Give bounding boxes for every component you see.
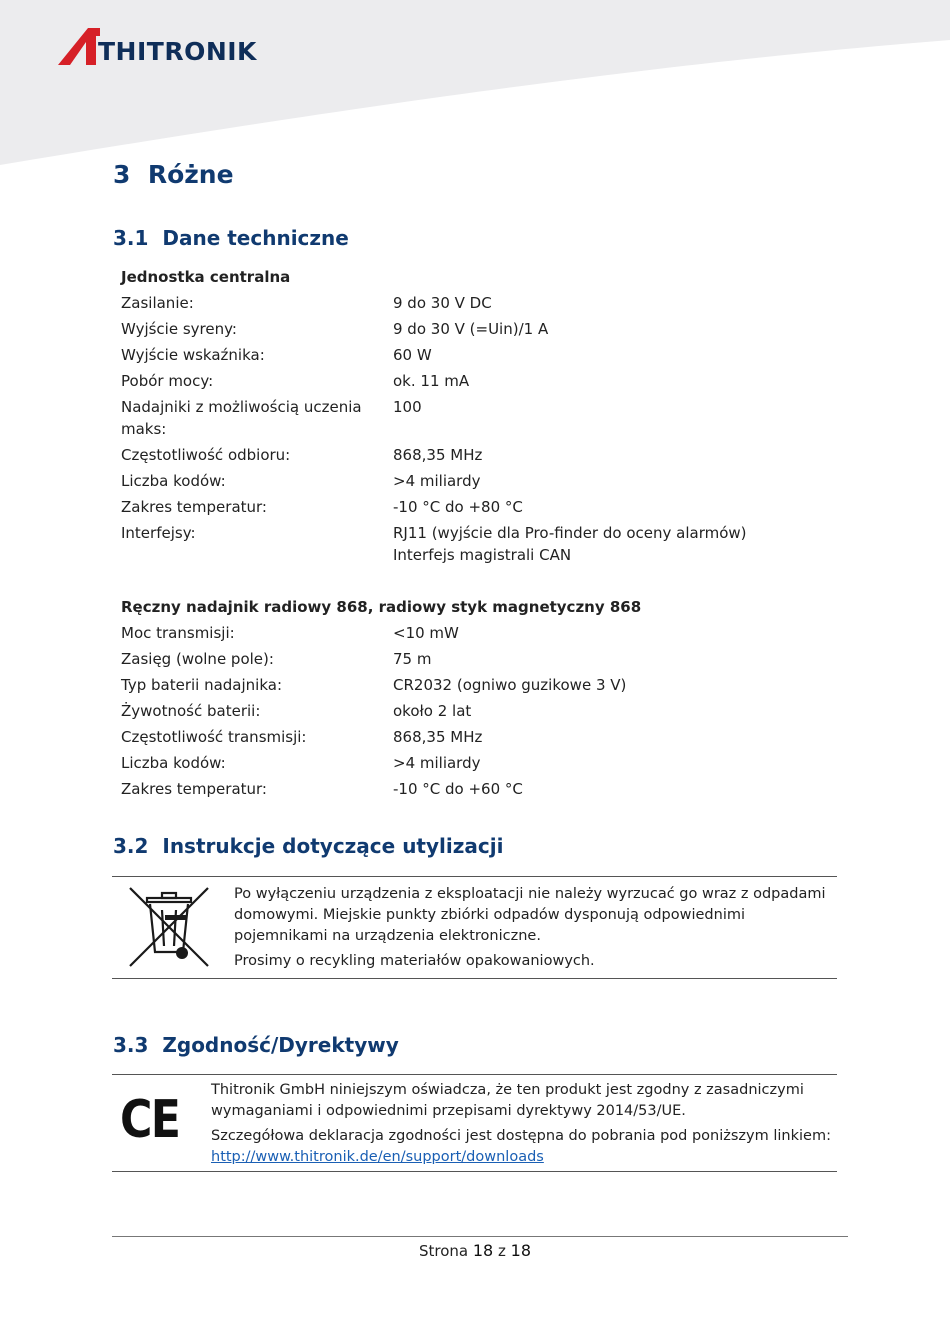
spec-row bbox=[121, 750, 821, 776]
spec-value: 9 do 30 V (=Uin)/1 A bbox=[393, 320, 549, 338]
footer-page-number: 18 bbox=[472, 1241, 494, 1260]
spec-row bbox=[121, 672, 821, 698]
spec-row bbox=[121, 776, 821, 802]
spec-value: -10 °C do +60 °C bbox=[393, 780, 523, 798]
logo-mark-icon bbox=[58, 28, 100, 66]
subsection-title: Zgodność/Dyrektywy bbox=[162, 1033, 399, 1057]
spec-key: Częstotliwość odbioru: bbox=[121, 446, 291, 464]
spec-row bbox=[121, 442, 821, 468]
spec-row bbox=[121, 290, 821, 316]
spec-group-central-unit bbox=[121, 264, 821, 568]
brand-logo bbox=[58, 26, 257, 66]
footer-page-total: 18 bbox=[510, 1241, 532, 1260]
subsection-number: 3.1 bbox=[113, 226, 149, 250]
spec-value: 868,35 MHz bbox=[393, 446, 483, 464]
spec-key: Wyjście wskaźnika: bbox=[121, 346, 265, 364]
recycling-paragraph: Prosimy o recykling materiałów opakowaniowych. bbox=[234, 953, 595, 969]
subsection-title: Dane techniczne bbox=[162, 226, 349, 250]
spec-row bbox=[121, 646, 821, 672]
spec-value: 9 do 30 V DC bbox=[393, 294, 492, 312]
spec-row bbox=[121, 698, 821, 724]
ce-mark-icon: CE bbox=[120, 1090, 180, 1150]
logo-wordmark: THITRONIK bbox=[98, 37, 257, 66]
disposal-text bbox=[234, 884, 834, 976]
spec-key: Zakres temperatur: bbox=[121, 780, 267, 798]
disposal-paragraph: Po wyłączeniu urządzenia z eksploatacji nie należy wyrzucać go wraz z odpadami domowymi. Miejskie punkty zbiórki odpadów dysponują odpowiednimi pojemnikami na urządzenia elektroniczne. bbox=[234, 886, 826, 944]
subsection-number: 3.2 bbox=[113, 834, 149, 858]
spec-key: Pobór mocy: bbox=[121, 372, 214, 390]
footer-separator: z bbox=[498, 1242, 506, 1260]
divider bbox=[112, 876, 837, 877]
conformity-text bbox=[211, 1080, 836, 1168]
section-heading bbox=[113, 160, 234, 189]
spec-key: Zasięg (wolne pole): bbox=[121, 650, 274, 668]
footer-prefix: Strona bbox=[418, 1242, 469, 1260]
spec-key: Interfejsy: bbox=[121, 524, 196, 542]
spec-key: Liczba kodów: bbox=[121, 754, 226, 772]
spec-key: Moc transmisji: bbox=[121, 624, 235, 642]
spec-value: 868,35 MHz bbox=[393, 728, 483, 746]
spec-row bbox=[121, 316, 821, 342]
spec-row bbox=[121, 368, 821, 394]
divider bbox=[112, 1074, 837, 1075]
spec-group-title: Ręczny nadajnik radiowy 868, radiowy styk magnetyczny 868 bbox=[121, 598, 642, 616]
divider bbox=[112, 978, 837, 979]
spec-value: >4 miliardy bbox=[393, 472, 481, 490]
spec-row bbox=[121, 724, 821, 750]
subsection-heading-technical-data bbox=[113, 226, 349, 250]
downloads-link[interactable]: http://www.thitronik.de/en/support/downloads bbox=[211, 1149, 544, 1165]
spec-value: CR2032 (ogniwo guzikowe 3 V) bbox=[393, 676, 627, 694]
spec-value: 75 m bbox=[393, 650, 432, 668]
subsection-heading-conformity bbox=[113, 1033, 399, 1057]
section-title: Różne bbox=[147, 160, 234, 189]
spec-value: około 2 lat bbox=[393, 702, 472, 720]
section-number: 3 bbox=[113, 160, 131, 189]
spec-key: Zasilanie: bbox=[121, 294, 194, 312]
spec-value: 60 W bbox=[393, 346, 432, 364]
spec-row bbox=[121, 520, 821, 568]
spec-value: RJ11 (wyjście dla Pro-finder do oceny alarmów) Interfejs magistrali CAN bbox=[393, 524, 747, 564]
spec-group-handheld-transmitter bbox=[121, 594, 821, 802]
spec-key: Nadajniki z możliwością uczenia maks: bbox=[121, 398, 362, 438]
spec-key: Zakres temperatur: bbox=[121, 498, 267, 516]
spec-value: 100 bbox=[393, 398, 422, 416]
subsection-number: 3.3 bbox=[113, 1033, 149, 1057]
spec-key: Częstotliwość transmisji: bbox=[121, 728, 307, 746]
page-footer bbox=[0, 1241, 950, 1260]
spec-row bbox=[121, 342, 821, 368]
subsection-title: Instrukcje dotyczące utylizacji bbox=[162, 834, 504, 858]
divider bbox=[112, 1171, 837, 1172]
spec-key: Żywotność baterii: bbox=[121, 702, 261, 720]
spec-key: Typ baterii nadajnika: bbox=[121, 676, 283, 694]
spec-key: Liczba kodów: bbox=[121, 472, 226, 490]
spec-key: Wyjście syreny: bbox=[121, 320, 237, 338]
footer-divider bbox=[112, 1236, 848, 1237]
spec-row bbox=[121, 620, 821, 646]
subsection-heading-disposal bbox=[113, 834, 503, 858]
spec-value: -10 °C do +80 °C bbox=[393, 498, 523, 516]
weee-crossed-bin-icon bbox=[127, 886, 211, 970]
spec-value: <10 mW bbox=[393, 624, 459, 642]
spec-row bbox=[121, 494, 821, 520]
declaration-paragraph: Szczegółowa deklaracja zgodności jest dostępna do pobrania pod poniższym linkiem: bbox=[211, 1128, 831, 1144]
spec-row bbox=[121, 468, 821, 494]
spec-value: >4 miliardy bbox=[393, 754, 481, 772]
conformity-paragraph: Thitronik GmbH niniejszym oświadcza, że ten produkt jest zgodny z zasadniczymi wymaganiami i odpowiednimi przepisami dyrektywy 2014/53/UE. bbox=[211, 1082, 804, 1119]
spec-group-title: Jednostka centralna bbox=[121, 268, 291, 286]
spec-row bbox=[121, 394, 821, 442]
spec-value: ok. 11 mA bbox=[393, 372, 470, 390]
